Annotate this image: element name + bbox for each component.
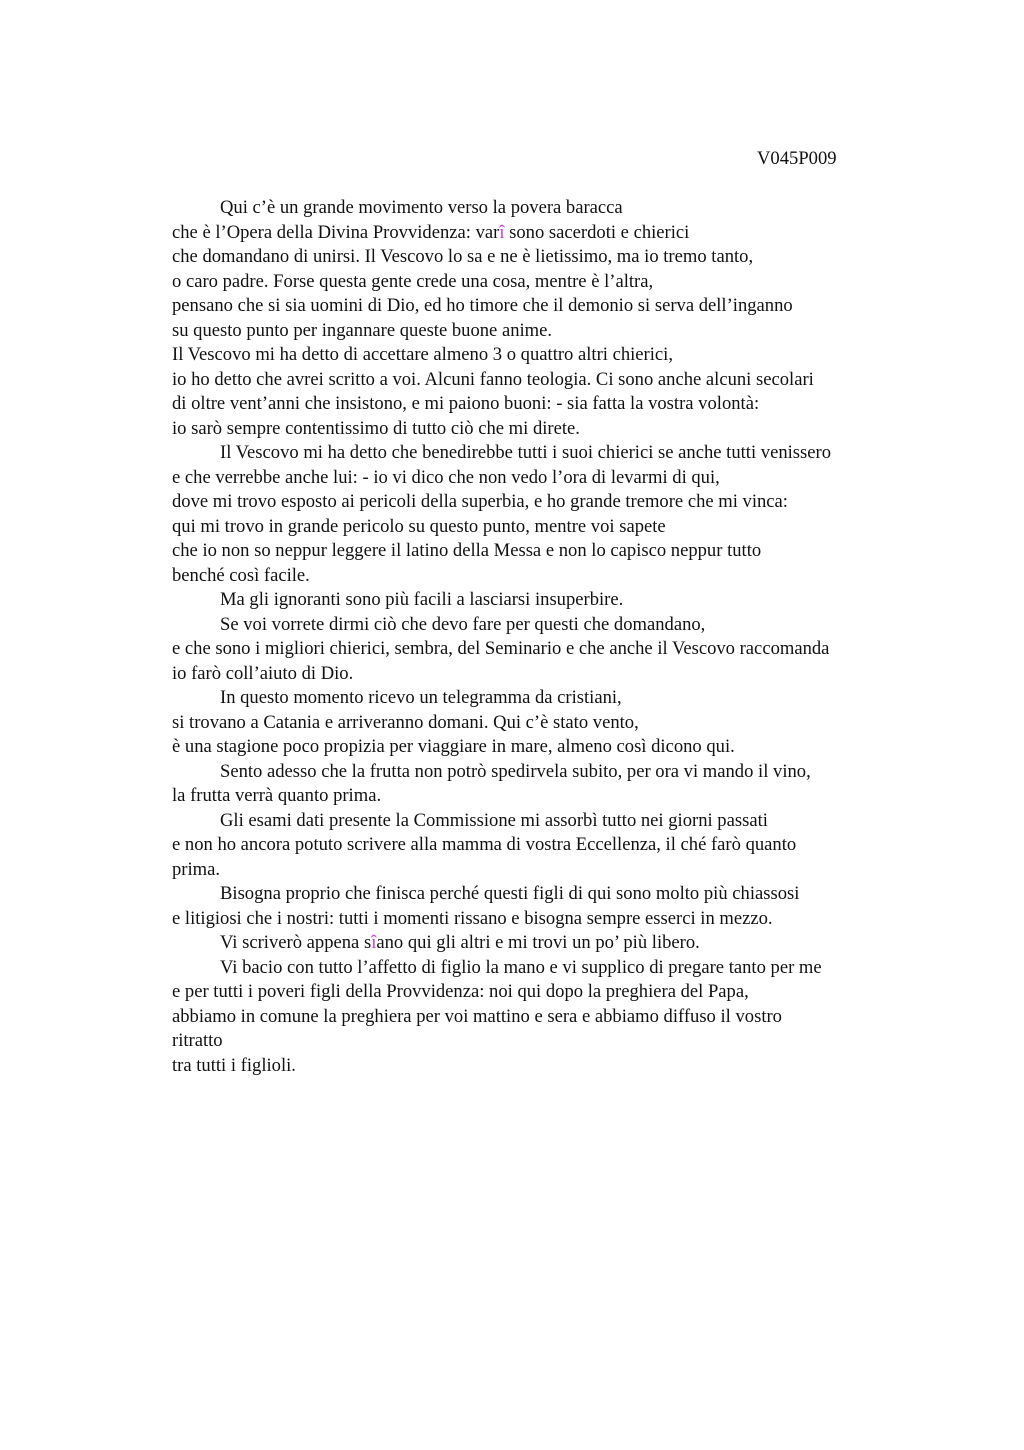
text-fragment: sono sacerdoti e chierici — [504, 221, 690, 243]
text-line: la frutta verrà quanto prima. — [172, 785, 382, 806]
text-line: Il Vescovo mi ha detto di accettare almeno 3 o quattro altri chierici, — [172, 344, 673, 365]
text-line: Qui c’è un grande movimento verso la povera baracca — [220, 197, 623, 218]
text-fragment: ano qui gli altri e mi trovi un po’ più libero. — [376, 932, 700, 953]
text-line: ritratto — [172, 1030, 223, 1051]
text-line: prima. — [172, 858, 221, 880]
text-line: e non ho ancora potuto scrivere alla mamma di vostra Eccellenza, il ché farò quanto — [172, 834, 797, 855]
text-line: e litigiosi che i nostri: tutti i momenti rissano e bisogna sempre esserci in mezzo. — [172, 907, 773, 929]
text-line: In questo momento ricevo un telegramma da cristiani, — [220, 687, 622, 708]
text-line: pensano che si sia uomini di Dio, ed ho timore che il demonio si serva dell’inganno — [172, 295, 793, 316]
text-line: qui mi trovo in grande pericolo su questo punto, mentre voi sapete — [172, 515, 666, 537]
text-fragment: Vi scriverò appena s — [220, 932, 372, 953]
text-line: Se voi vorrete dirmi ciò che devo fare per questi che domandano, — [220, 613, 706, 635]
text-line: io ho detto che avrei scritto a voi. Alcuni fanno teologia. Ci sono anche alcuni secolari — [172, 368, 814, 390]
text-line: è una stagione poco propizia per viaggiare in mare, almeno così dicono qui. — [172, 736, 735, 757]
text-line: abbiamo in comune la preghiera per voi mattino e sera e abbiamo diffuso il vostro — [172, 1005, 782, 1027]
text-line: Gli esami dati presente la Commissione mi assorbì tutto nei giorni passati — [220, 809, 768, 831]
page-code: V045P009 — [757, 148, 837, 169]
text-line — [172, 221, 912, 246]
text-line: che io non so neppur leggere il latino della Messa e non lo capisco neppur tutto — [172, 540, 762, 561]
text-line: e che sono i migliori chierici, sembra, del Seminario e che anche il Vescovo raccomanda — [172, 638, 830, 659]
highlighted-character: î — [499, 221, 505, 243]
text-line: si trovano a Catania e arriveranno domani. Qui c’è stato vento, — [172, 711, 639, 733]
text-line: e che verrebbe anche lui: - io vi dico che non vedo l’ora di levarmi di qui, — [172, 466, 720, 488]
text-line: io sarò sempre contentissimo di tutto ciò che mi direte. — [172, 417, 580, 439]
text-line: Ma gli ignoranti sono più facili a lasciarsi insuperbire. — [220, 589, 624, 610]
text-line: su questo punto per ingannare queste buone anime. — [172, 319, 553, 341]
highlighted-character: î — [371, 932, 377, 953]
text-fragment: che è l’Opera della Divina Provvidenza: var — [172, 221, 500, 243]
text-line: e per tutti i poveri figli della Provvidenza: noi qui dopo la preghiera del Papa, — [172, 981, 749, 1002]
text-line: Il Vescovo mi ha detto che benedirebbe tutti i suoi chierici se anche tutti venissero — [220, 442, 832, 463]
text-line: Sento adesso che la frutta non potrò spedirvela subito, per ora vi mando il vino, — [220, 760, 811, 782]
text-line: o caro padre. Forse questa gente crede una cosa, mentre è l’altra, — [172, 270, 654, 292]
text-line: tra tutti i figlioli. — [172, 1054, 296, 1076]
text-line: Vi bacio con tutto l’affetto di figlio la mano e vi supplico di pregare tanto per me — [220, 956, 822, 978]
text-line: dove mi trovo esposto ai pericoli della superbia, e ho grande tremore che mi vinca: — [172, 491, 788, 512]
text-line — [172, 931, 912, 956]
letter-body — [172, 196, 912, 1078]
text-line: Bisogna proprio che finisca perché questi figli di qui sono molto più chiassosi — [220, 883, 800, 904]
text-line: benché così facile. — [172, 564, 310, 586]
text-line: che domandano di unirsi. Il Vescovo lo sa e ne è lietissimo, ma io tremo tanto, — [172, 246, 754, 267]
text-line: io farò coll’aiuto di Dio. — [172, 662, 354, 684]
text-line: di oltre vent’anni che insistono, e mi paiono buoni: - sia fatta la vostra volontà: — [172, 393, 760, 414]
